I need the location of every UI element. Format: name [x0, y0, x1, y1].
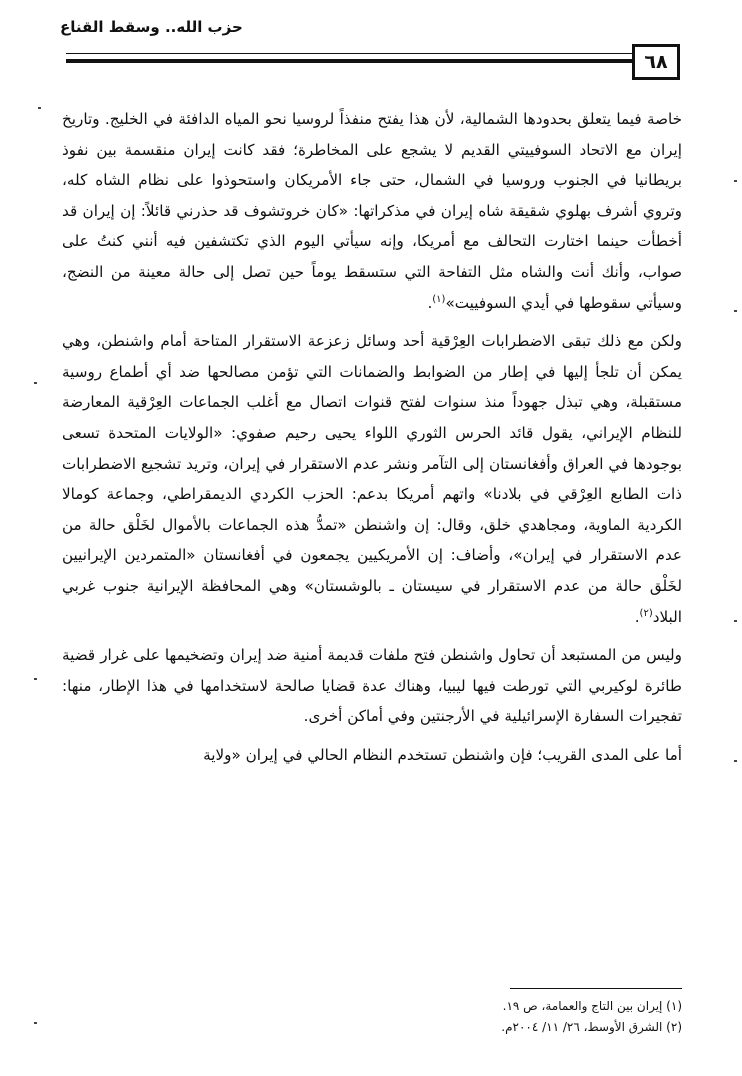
paragraph-3 — [62, 640, 682, 732]
body-text — [62, 104, 682, 778]
margin-speck — [34, 382, 37, 384]
footnote-1: (١) إيران بين التاج والعمامة، ص ١٩. — [502, 999, 682, 1013]
paragraph-text: خاصة فيما يتعلق بحدودها الشمالية، لأن هذا يفتح منفذاً لروسيا نحو المياه الدافئة في الخليج. وتاريخ إيران مع الاتحاد السوفييتي القديم لا يشجع على المخاطرة؛ فقد كانت إيران منقسمة بين نفوذ بريطانيا في الجنوب وروسيا في الشمال، حتى جاء الأمريكان واستحوذوا على نظام الشاه كله، وتروي أشرف بهلوي شقيقة شاه إيران في مذكراتها: «كان خروتشوف قد حذرني قائلاً: إن إيران قد أخطأت حينما اختارت التحالف مع أمريكا، وإنه سيأتي اليوم الذي تكتشفين فيه أنني كنتُ على صواب، وأنك أنت والشاه مثل التفاحة التي ستسقط يوماً حين تصل إلى حالة معينة من النضج، وسيأتي سقوطها في أيدي السوفييت» — [62, 110, 682, 312]
footnote-2: (٢) الشرق الأوسط، ٢٦/ ١١/ ٢٠٠٤م. — [501, 1020, 682, 1034]
footnote-ref: (١) — [432, 293, 446, 305]
margin-speck — [734, 620, 737, 622]
paragraph-text: أما على المدى القريب؛ فإن واشنطن تستخدم النظام الحالي في إيران «ولاية — [203, 745, 682, 764]
running-header-title: حزب الله.. وسقط القناع — [60, 18, 243, 36]
paragraph-4 — [62, 740, 682, 771]
margin-speck — [734, 760, 737, 762]
paragraph-end: . — [427, 293, 433, 312]
paragraph-text: وليس من المستبعد أن تحاول واشنطن فتح ملفات قديمة أمنية ضد إيران وتضخيمها على غرار قضية طائرة لوكيربي التي تورطت فيها ليبيا، وهناك عدة قضايا صالحة لاستخدامها في هذا الإطار، منها: تفجيرات السفارة الإسرائيلية في الأرجنتين وفي أماكن أخرى. — [62, 646, 682, 726]
paragraph-2 — [62, 326, 682, 632]
margin-speck — [38, 107, 41, 109]
paragraph-1 — [62, 104, 682, 318]
footnotes — [62, 996, 682, 1038]
header-rule — [66, 59, 634, 63]
page-number: ٦٨ — [632, 44, 680, 80]
header-rule-thin — [66, 53, 634, 54]
paragraph-end: . — [634, 607, 640, 626]
margin-speck — [34, 1022, 37, 1024]
paragraph-text: ولكن مع ذلك تبقى الاضطرابات العِرْقية أحد وسائل زعزعة الاستقرار المتاحة أمام واشنطن، وهي يمكن أن تلجأ إليها في إطار من الضوابط والضمانات التي تؤمن مصالحها ضد أي أطماع روسية مستقبلة، وهي تبذل جهوداً منذ سنوات لفتح قنوات اتصال مع أغلب الجماعات العِرْقية المعارضة للنظام الإيراني، يقول قائد الحرس الثوري اللواء يحيى رحيم صفوي: «الولايات المتحدة تسعى بوجودها في العراق وأفغانستان إلى التآمر ونشر عدم الاستقرار في إيران، وتريد تشجيع الاضطرابات ذات الطابع العِرْقي في بلادنا» واتهم أمريكا بدعم: الحزب الكردي الديمقراطي، وجماعة كومالا الكردية الماوية، ومجاهدي خلق، وقال: إن واشنطن «تمدُّ هذه الجماعات بالأموال لخَلْق حالة من عدم الاستقرار في إيران»، وأضاف: إن الأمريكيين يجمعون في أفغانستان «المتمردين الإيرانيين لخَلْق حالة من عدم الاستقرار في سيستان ـ بالوشستان» وهي المحافظة الإيرانية جنوب غربي البلاد — [62, 332, 682, 626]
margin-speck — [34, 678, 37, 680]
margin-speck — [734, 310, 737, 312]
footnote-divider — [510, 988, 682, 989]
footnote-ref: (٢) — [639, 607, 653, 619]
margin-speck — [734, 180, 737, 182]
